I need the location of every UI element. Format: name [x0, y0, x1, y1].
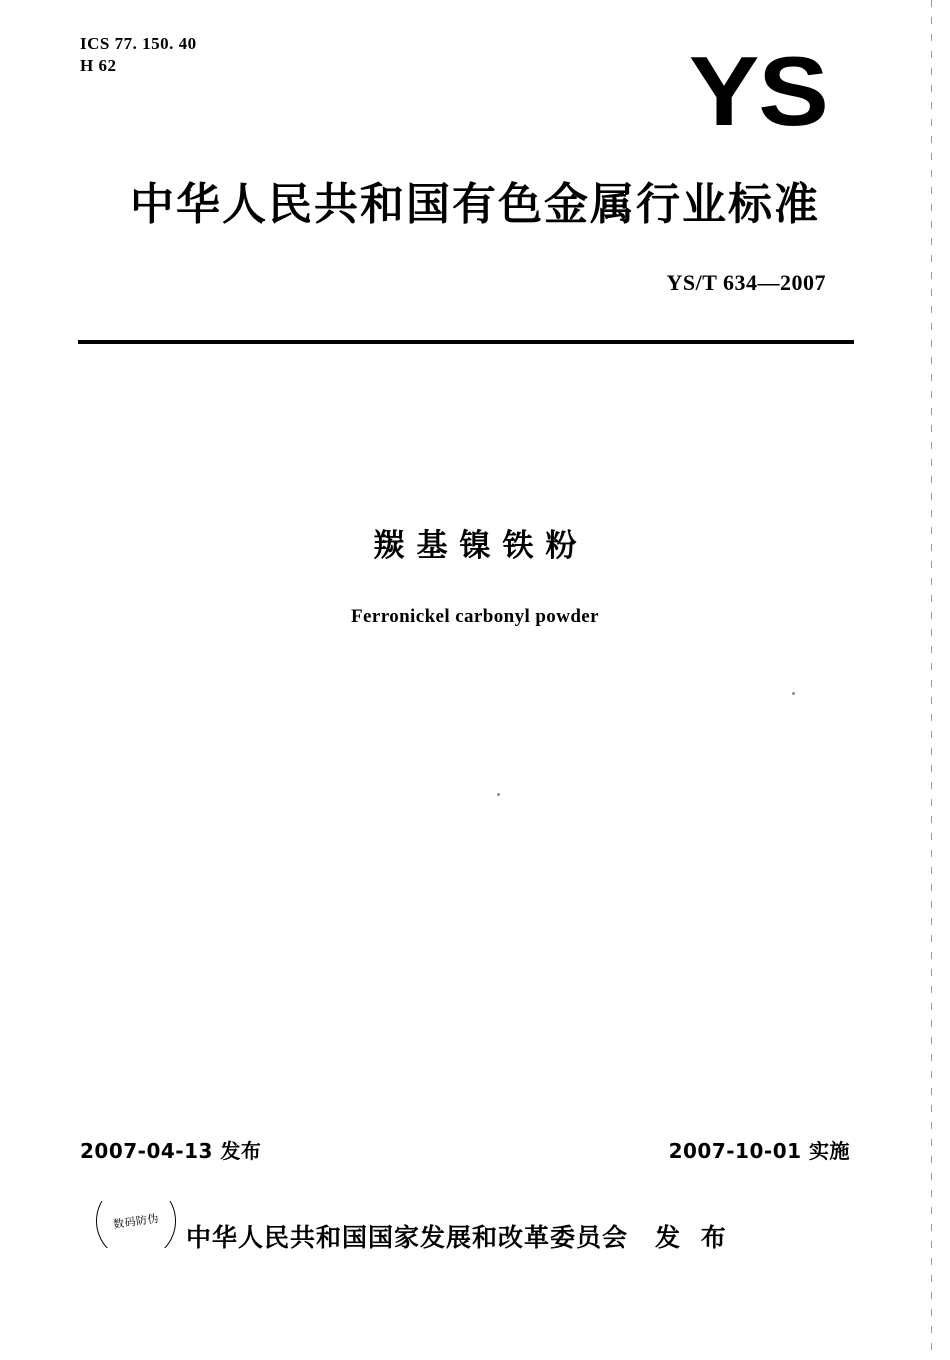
scan-speck	[792, 692, 795, 695]
divider-rule	[78, 340, 854, 344]
document-title-cn: 羰基镍铁粉	[373, 528, 589, 564]
standard-number: YS/T 634—2007	[666, 270, 826, 295]
issue-date: 2007-04-13 发布	[80, 1139, 262, 1163]
seal-label: 数码防伪	[112, 1211, 160, 1232]
ics-subcode: H 62	[80, 56, 117, 75]
ics-code: ICS 77. 150. 40	[80, 34, 197, 53]
page-title: 中华人民共和国有色金属行业标准	[130, 179, 820, 230]
effective-date: 2007-10-01 实施	[668, 1139, 850, 1163]
scan-speck	[497, 793, 500, 796]
document-title-en: Ferronickel carbonyl powder	[351, 606, 599, 627]
ics-classification-block	[80, 33, 197, 77]
publisher-name: 中华人民共和国国家发展和改革委员会	[186, 1223, 629, 1252]
publisher-action-label: 发 布	[655, 1223, 732, 1252]
seal-clip-bottom	[96, 1248, 188, 1266]
seal-clip-top	[96, 1181, 188, 1201]
ys-logo: YS	[688, 36, 828, 146]
